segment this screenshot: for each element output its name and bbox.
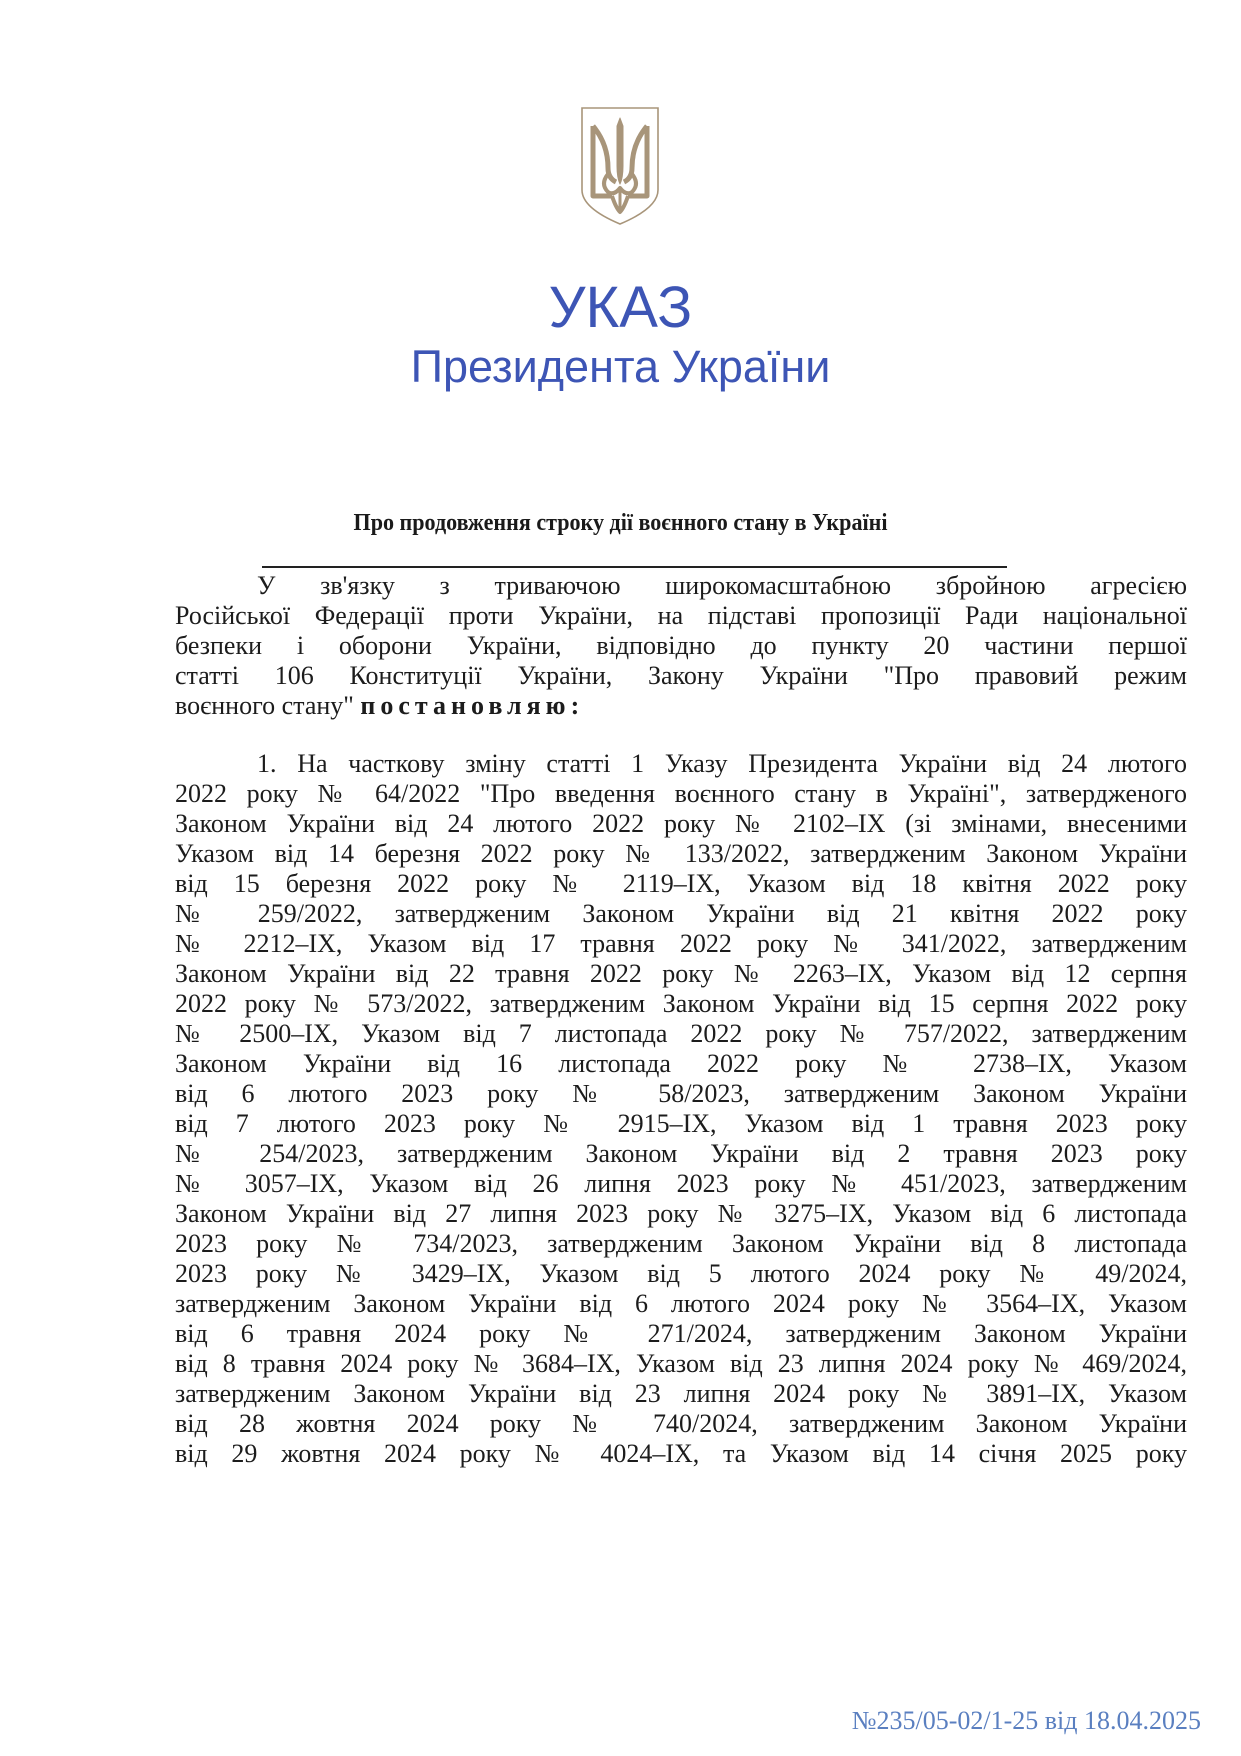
item1-line: від 29 жовтня 2024 року № 4024–IX, та Указом від 14 січня 2025 року xyxy=(175,1439,1187,1468)
item1-line: № 259/2022, затвердженим Законом України від 21 квітня 2022 року xyxy=(175,899,1187,928)
item1-line: Законом України від 27 липня 2023 року № 3275–IX, Указом від 6 листопада xyxy=(175,1199,1187,1228)
item1-line: від 6 лютого 2023 року № 58/2023, затвердженим Законом України xyxy=(175,1079,1187,1108)
decree-keyword: постановляю xyxy=(360,691,571,720)
coat-of-arms-icon xyxy=(578,104,662,228)
document-title: Про продовження строку дії воєнного стану в Україні xyxy=(353,510,888,536)
item1-line: 2022 року № 573/2022, затвердженим Законом України від 15 серпня 2022 року xyxy=(175,989,1187,1018)
item1-line: 1. На часткову зміну статті 1 Указу Президента України від 24 лютого xyxy=(257,749,1187,778)
decree-punctuation: : xyxy=(570,691,580,720)
preamble-line: безпеки і оборони України, відповідно до пункту 20 частини першої xyxy=(175,631,1187,660)
preamble-line: У зв'язку з триваючою широкомасштабною збройною агресією xyxy=(257,571,1187,600)
item1-line: від 15 березня 2022 року № 2119–IX, Указом від 18 квітня 2022 року xyxy=(175,869,1187,898)
item1-line: 2023 року № 3429–IX, Указом від 5 лютого 2024 року № 49/2024, xyxy=(175,1259,1187,1288)
item1-line: від 28 жовтня 2024 року № 740/2024, затвердженим Законом України xyxy=(175,1409,1187,1438)
item1-line: № 254/2023, затвердженим Законом України від 2 травня 2023 року xyxy=(175,1139,1187,1168)
preamble-line: воєнного стану" xyxy=(175,691,354,720)
registration-stamp: №235/05-02/1-25 від 18.04.2025 xyxy=(851,1706,1201,1735)
item1-line: № 2500–IX, Указом від 7 листопада 2022 року № 757/2022, затвердженим xyxy=(175,1019,1187,1048)
preamble-line: статті 106 Конституції України, Закону України "Про правовий режим xyxy=(175,661,1187,690)
item1-line: від 7 лютого 2023 року № 2915–IX, Указом від 1 травня 2023 року xyxy=(175,1109,1187,1138)
item1-line: Законом України від 22 травня 2022 року № 2263–IX, Указом від 12 серпня xyxy=(175,959,1187,988)
item1-line: Законом України від 16 листопада 2022 року № 2738–IX, Указом xyxy=(175,1049,1187,1078)
item1-line: 2022 року № 64/2022 "Про введення воєнного стану в Україні", затвердженого xyxy=(175,779,1187,808)
item1-line: Указом від 14 березня 2022 року № 133/2022, затвердженим Законом України xyxy=(175,839,1187,868)
item1-line: 2023 року № 734/2023, затвердженим Законом України від 8 листопада xyxy=(175,1229,1187,1258)
item1-line: № 2212–IX, Указом від 17 травня 2022 року № 341/2022, затвердженим xyxy=(175,929,1187,958)
item1-line: від 6 травня 2024 року № 271/2024, затвердженим Законом України xyxy=(175,1319,1187,1348)
decree-heading: УКАЗ xyxy=(548,275,693,340)
item1-line: № 3057–IX, Указом від 26 липня 2023 року № 451/2023, затвердженим xyxy=(175,1169,1187,1198)
item1-line: від 8 травня 2024 року № 3684–IX, Указом від 23 липня 2024 року № 469/2024, xyxy=(175,1349,1187,1378)
title-divider xyxy=(262,566,1007,568)
preamble-last-line xyxy=(175,690,1187,722)
item1-line: Законом України від 24 лютого 2022 року № 2102–IX (зі змінами, внесеними xyxy=(175,809,1187,838)
item1-line: затвердженим Законом України від 23 липня 2024 року № 3891–IX, Указом xyxy=(175,1379,1187,1408)
preamble-line: Російської Федерації проти України, на підставі пропозиції Ради національної xyxy=(175,601,1187,630)
item1-line: затвердженим Законом України від 6 лютого 2024 року № 3564–IX, Указом xyxy=(175,1289,1187,1318)
decree-subheading: Президента України xyxy=(410,341,831,392)
